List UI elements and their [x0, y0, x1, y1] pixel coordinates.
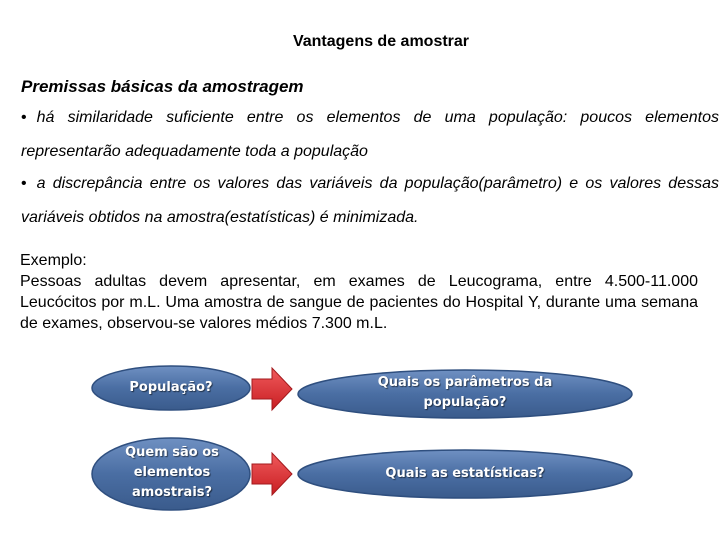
- node-label-populacao: População?: [129, 380, 213, 395]
- slide-title: Vantagens de amostrar: [292, 33, 470, 50]
- example-label: Exemplo:: [20, 252, 87, 269]
- arrow-right-icon: [252, 368, 292, 410]
- node-label-elementos: Quem são os elementos amostrais?: [125, 445, 219, 500]
- node-label-estatisticas: Quais as estatísticas?: [385, 466, 545, 481]
- example-text: Pessoas adultas devem apresentar, em exames de Leucograma, entre 4.500-11.000 Leucócitos por m.L. Uma amostra de sangue de pacientes do Hospital Y, durante uma semana de exames, observou-se valores médios 7.300 m.L.: [20, 273, 698, 332]
- bullet-text: a discrepância entre os valores das variáveis da população(parâmetro) e os valores dessas variáveis obtidos na amostra(estatísticas) é minimizada.: [21, 175, 719, 226]
- bullet-marker: •: [21, 175, 27, 192]
- bullet-text: há similaridade suficiente entre os elementos de uma população: poucos elementos representarão adequadamente toda a população: [21, 109, 719, 160]
- arrow-right-icon: [252, 453, 292, 495]
- premises-heading: Premissas básicas da amostragem: [21, 77, 304, 96]
- bullet-marker: •: [21, 109, 27, 126]
- node-label-parametros: Quais os parâmetros da população?: [377, 375, 553, 410]
